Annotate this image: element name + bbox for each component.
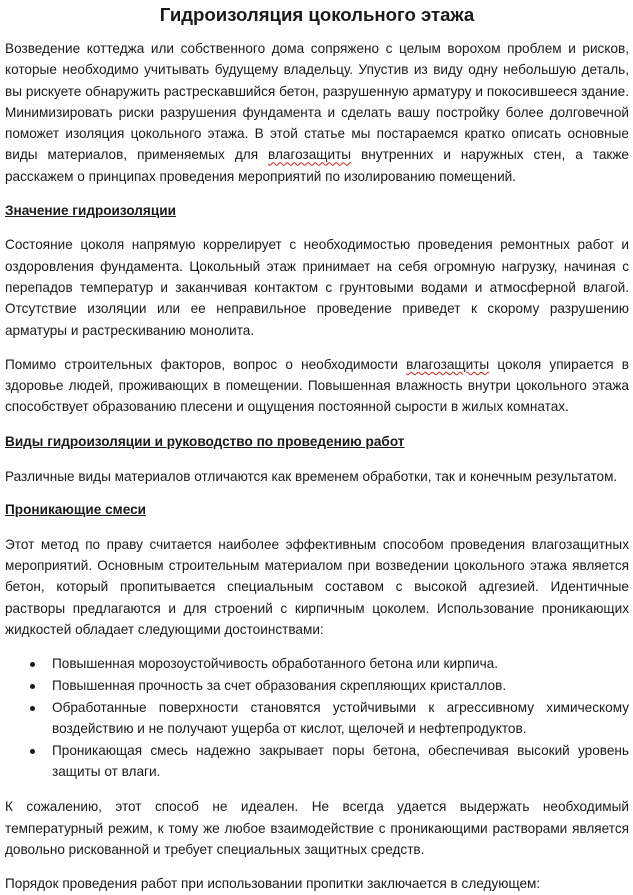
advantages-list <box>5 653 629 782</box>
spellcheck-flagged-word[interactable]: влагозащиты <box>406 356 490 372</box>
significance-paragraph-2 <box>5 354 629 418</box>
list-item <box>52 740 629 783</box>
list-item-text: Проникающая смесь надежно закрывает поры бетона, обеспечивая высокий уровень защиты от влаги. <box>52 742 629 780</box>
list-item <box>52 653 629 674</box>
list-item-text: Повышенная прочность за счет образования скрепляющих кристаллов. <box>52 677 507 693</box>
penetrating-heading: Проникающие смеси <box>5 502 146 518</box>
procedure-intro-paragraph: Порядок проведения работ при использовании пропитки заключается в следующем: <box>5 876 541 892</box>
drawbacks-paragraph: К сожалению, этот способ не идеален. Не всегда удается выдержать необходимый температурный режим, к тому же любое взаимодействие с проникающими растворами является довольно рискованной и требует специальных защитных средств. <box>5 799 629 857</box>
list-item <box>52 675 629 696</box>
document-page <box>5 0 629 895</box>
spellcheck-flagged-word[interactable]: влагозащиты <box>268 147 352 163</box>
bullet-icon <box>30 684 35 689</box>
document-title: Гидроизоляция цокольного этажа <box>159 4 475 25</box>
significance-text-part1: Помимо строительных факторов, вопрос о необходимости <box>5 356 407 372</box>
list-item-text: Повышенная морозоустойчивость обработанного бетона или кирпича. <box>52 656 499 672</box>
significance-text-part2: цоколя упирается в здоровье людей, проживающих в помещении. Повышенная влажность внутри цокольного этажа способствует образованию плесени и ощущения постоянной сырости в жилых комнатах. <box>5 356 629 415</box>
bullet-icon <box>30 749 35 754</box>
bullet-icon <box>30 662 35 667</box>
intro-text-part1: Возведение коттеджа или собственного дома сопряжено с целым ворохом проблем и рисков, которые необходимо учитывать будущему владельцу. Упустив из виду одну небольшую деталь, вы рискуете обнаружить растрескавшийся бетон, разрушенную арматуру и покосившееся здание. Минимизировать риски разрушения фундамента и сделать вашу постройку более долговечной поможет изоляция цокольного этажа. В этой статье мы постараемся кратко описать основные виды материалов, применяемых для <box>5 41 629 163</box>
list-item <box>52 697 629 740</box>
penetrating-paragraph: Этот метод по праву считается наиболее эффективным способом проведения влагозащитных мероприятий. Основным строительным материалом при возведении цокольного этажа является бетон, который пропитывается специальным составом с высокой адгезией. Идентичные растворы предлагаются и для строений с кирпичным цоколем. Использование проникающих жидкостей обладает следующими достоинствами: <box>5 536 629 637</box>
list-item-text: Обработанные поверхности становятся устойчивыми к агрессивному химическому воздействию и не получают ущерба от кислот, щелочей и нефтепродуктов. <box>52 699 629 737</box>
types-heading: Виды гидроизоляции и руководство по проведению работ <box>5 433 405 449</box>
intro-text-part2: внутренних и наружных стен, а также расскажем о принципах проведения мероприятий по изолированию помещений. <box>5 147 629 184</box>
significance-heading: Значение гидроизоляции <box>5 203 176 219</box>
types-paragraph: Различные виды материалов отличаются как временем обработки, так и конечным результатом. <box>5 469 618 485</box>
significance-paragraph-1: Состояние цоколя напрямую коррелирует с необходимостью проведения ремонтных работ и оздоровления фундамента. Цокольный этаж принимает на себя огромную нагрузку, начиная с перепадов температур и заканчивая контактом с грунтовыми водами и атмосферной влагой. Отсутствие изоляции или ее неправильное проведение приведет к скорому разрушению арматуры и растрескиванию монолита. <box>5 237 629 338</box>
intro-paragraph <box>5 38 629 187</box>
bullet-icon <box>30 706 35 711</box>
